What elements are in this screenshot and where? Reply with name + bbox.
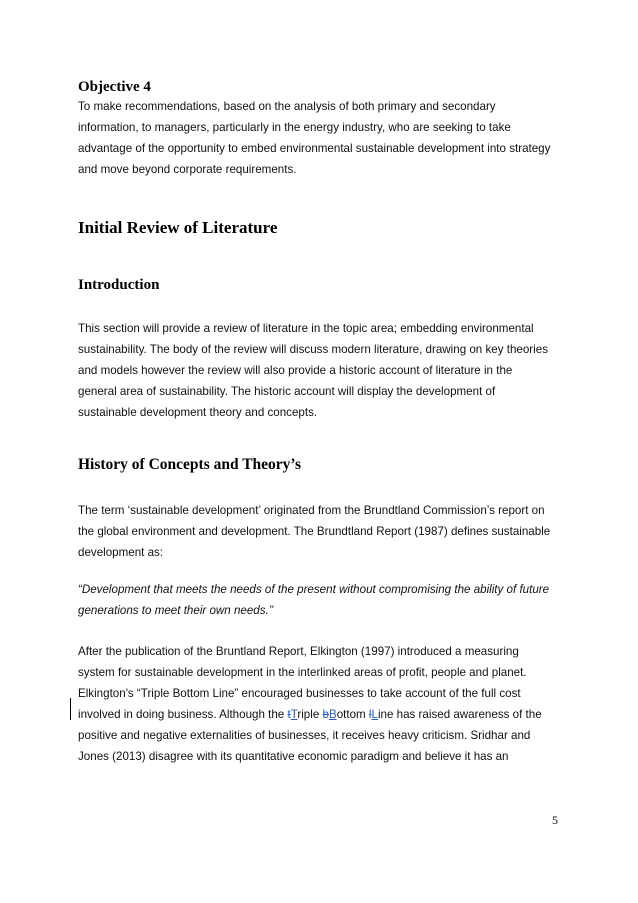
tracked-insertion: L [371,708,378,721]
history-heading: History of Concepts and Theory’s [78,456,302,473]
paragraph-line: sustainability. The body of the review will discuss modern literature, drawing on key theories [78,343,548,356]
introduction-paragraph [78,318,568,423]
paragraph-line: the global environment and development. The Brundtland Report (1987) defines sustainable [78,525,551,538]
text-run: ottom [336,708,369,721]
history-paragraph [78,500,568,563]
paragraph-line: Elkington's “Triple Bottom Line” encouraged businesses to take account of the full cost [78,687,521,700]
objective-paragraph [78,96,568,180]
paragraph-line: general area of sustainability. The historic account will display the development of [78,385,496,398]
brundtland-quote [78,579,568,621]
tracked-deletion: b [322,708,329,721]
paragraph-line: After the publication of the Bruntland Report, Elkington (1997) introduced a measuring [78,645,519,658]
paragraph-line: information, to managers, particularly in the energy industry, who are seeking to take [78,121,511,134]
introduction-heading: Introduction [78,277,160,293]
paragraph-line: The term ‘sustainable development’ originated from the Brundtland Commission’s report on [78,504,545,517]
paragraph-line: This section will provide a review of literature in the topic area; embedding environmental [78,322,534,335]
paragraph-line: sustainable development theory and concepts. [78,406,318,419]
paragraph-line: To make recommendations, based on the analysis of both primary and secondary [78,100,496,113]
section-heading-literature-review: Initial Review of Literature [78,218,278,237]
paragraph-line: positive and negative externalities of businesses, it receives heavy criticism. Sridhar and [78,729,531,742]
paragraph-line: development as: [78,546,164,559]
page-number: 5 [552,813,558,827]
objective-heading: Objective 4 [78,79,151,95]
paragraph-line: system for sustainable development in the interlinked areas of profit, people and planet. [78,666,527,679]
elkington-paragraph [78,641,568,767]
text-run: involved in doing business. Although the [78,708,288,721]
paragraph-line: and move beyond corporate requirements. [78,163,297,176]
paragraph-line: advantage of the opportunity to embed environmental sustainable development into strategy [78,142,551,155]
quote-line: “Development that meets the needs of the present without compromising the ability of future [78,583,550,596]
quote-line: generations to meet their own needs.’’ [78,604,274,617]
text-run: riple [297,708,323,721]
tracked-change-line [78,704,568,725]
text-run: ine has raised awareness of the [377,708,542,721]
paragraph-line: and models however the review will also provide a historic account of literature in the [78,364,513,377]
paragraph-line: Jones (2013) disagree with its quantitative economic paradigm and believe it has an [78,750,509,763]
tracked-deletion: l [368,708,372,721]
tracked-insertion: T [290,708,298,721]
tracked-deletion: t [287,708,291,721]
change-bar-marker [70,698,71,720]
tracked-insertion: B [328,708,337,721]
